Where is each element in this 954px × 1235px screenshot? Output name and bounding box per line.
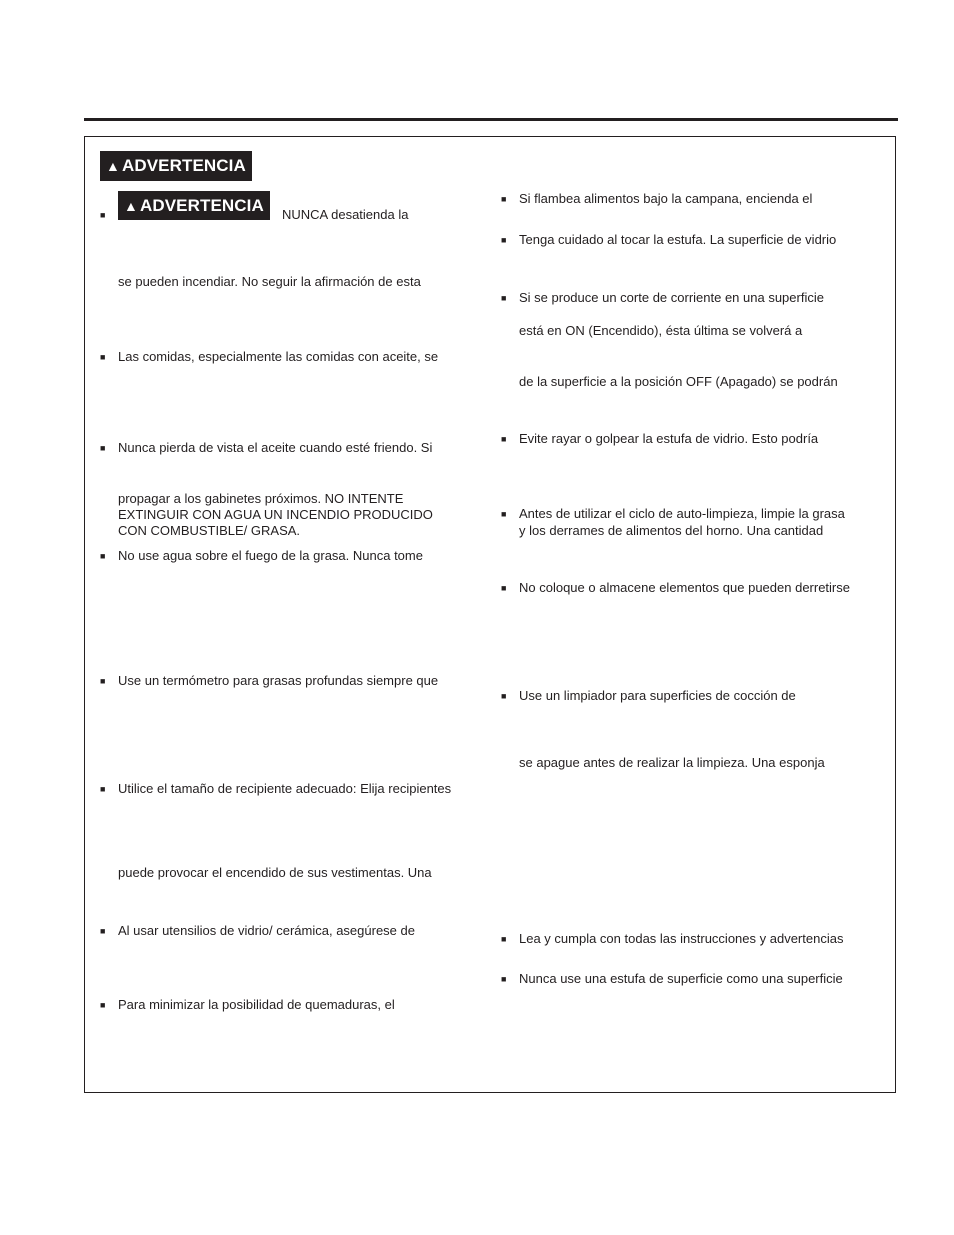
right-item-9-text: Use un limpiador para superficies de cocción de [519, 688, 796, 703]
left-item-2-text: se pueden incendiar. No seguir la afirmación de esta [118, 274, 421, 289]
left-item-4-text: Nunca pierda de vista el aceite cuando esté friendo. Si [118, 440, 433, 455]
left-item-8-text: Utilice el tamaño de recipiente adecuado: Elija recipientes [118, 781, 452, 796]
bullet-marker: ■ [100, 784, 106, 794]
bullet-marker: ■ [501, 934, 507, 944]
bullet-marker: ■ [100, 551, 106, 561]
warning-triangle-icon: ▲ [124, 197, 138, 214]
bullet-marker: ■ [501, 583, 507, 593]
left-item-9-text: puede provocar el encendido de sus vestimentas. Una [118, 865, 432, 880]
left-item-1-text: NUNCA desatienda la [282, 207, 409, 222]
right-item-11-text: Lea y cumpla con todas las instrucciones y advertencias [519, 931, 844, 946]
bullet-marker: ■ [501, 194, 507, 204]
left-item-10-text: Al usar utensilios de vidrio/ cerámica, asegúrese de [118, 923, 415, 938]
header-rule [84, 118, 898, 121]
bullet-marker: ■ [501, 509, 507, 519]
bullet-marker: ■ [100, 1000, 106, 1010]
right-item-4-text: está en ON (Encendido), ésta última se volverá a [519, 323, 803, 338]
warning-badge-label: ADVERTENCIA [121, 156, 246, 175]
left-item-6-text: No use agua sobre el fuego de la grasa. Nunca tome [118, 548, 423, 563]
right-item-10-text: se apague antes de realizar la limpieza. Una esponja [519, 755, 825, 770]
right-item-5-text: de la superficie a la posición OFF (Apagado) se podrán [519, 374, 838, 389]
left-item-5-line-1: propagar a los gabinetes próximos. NO INTENTE [118, 491, 404, 506]
bullet-marker: ■ [501, 235, 507, 245]
warning-badge-label: ADVERTENCIA [139, 195, 264, 215]
left-item-5-line-2: EXTINGUIR CON AGUA UN INCENDIO PRODUCIDO [118, 507, 433, 522]
bullet-marker: ■ [100, 210, 106, 220]
left-item-11-text: Para minimizar la posibilidad de quemaduras, el [118, 997, 395, 1012]
right-item-6-text: Evite rayar o golpear la estufa de vidrio. Esto podría [519, 431, 819, 446]
left-item-7-text: Use un termómetro para grasas profundas siempre que [118, 673, 439, 688]
bullet-marker: ■ [501, 293, 507, 303]
warning-triangle-icon: ▲ [106, 158, 120, 174]
right-item-1-text: Si flambea alimentos bajo la campana, encienda el [519, 191, 813, 206]
bullet-marker: ■ [100, 443, 106, 453]
bullet-marker: ■ [100, 352, 106, 362]
right-item-3-text: Si se produce un corte de corriente en una superficie [519, 290, 824, 305]
warning-badge-inline [118, 191, 270, 220]
right-item-7-line-1: Antes de utilizar el ciclo de auto-limpieza, limpie la grasa [519, 506, 845, 521]
bullet-marker: ■ [501, 434, 507, 444]
right-item-12-text: Nunca use una estufa de superficie como una superficie [519, 971, 843, 986]
bullet-marker: ■ [501, 691, 507, 701]
right-item-7-line-2: y los derrames de alimentos del horno. Una cantidad [519, 523, 824, 538]
bullet-marker: ■ [100, 926, 106, 936]
warning-badge-header [100, 151, 252, 181]
bullet-marker: ■ [100, 676, 106, 686]
left-item-3-text: Las comidas, especialmente las comidas con aceite, se [118, 349, 439, 364]
left-item-5-line-3: CON COMBUSTIBLE/ GRASA. [118, 523, 301, 538]
bullet-marker: ■ [501, 974, 507, 984]
right-item-2-text: Tenga cuidado al tocar la estufa. La superficie de vidrio [519, 232, 837, 247]
right-item-8-text: No coloque o almacene elementos que pueden derretirse [519, 580, 850, 595]
